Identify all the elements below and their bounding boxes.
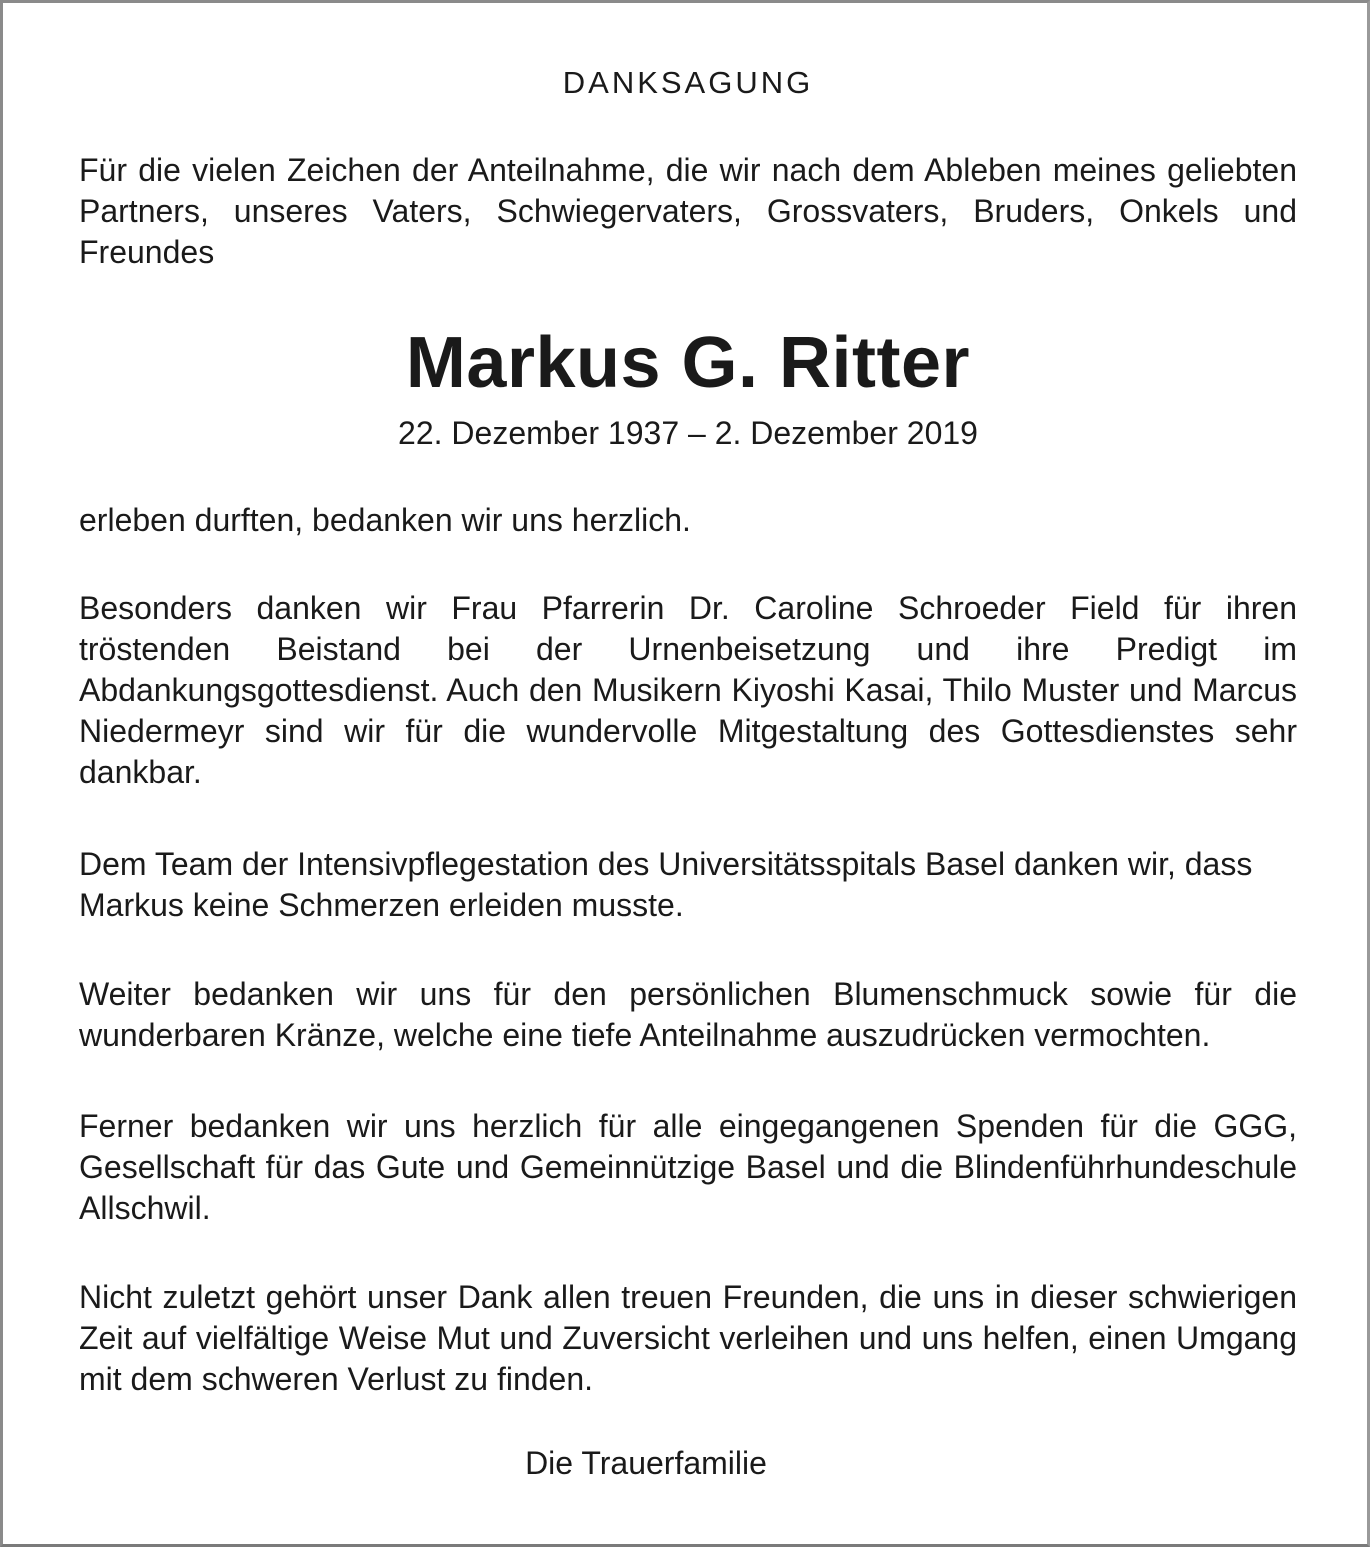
deceased-name: Markus G. Ritter [405, 323, 971, 403]
signature: Die Trauerfamilie [525, 1445, 767, 1481]
thanks-paragraph-hospital: Dem Team der Intensivpflegestation des Universitätsspitals Basel danken wir, dass Markus keine Schmerzen erleiden musste. [79, 846, 1253, 923]
notice-heading: DANKSAGUNG [562, 65, 814, 100]
thanks-paragraph-flowers: Weiter bedanken wir uns für den persönlichen Blumenschmuck sowie für die wunderbaren Kränze, welche eine tiefe Anteilnahme auszudrücken vermochten. [79, 976, 1297, 1053]
continuation-paragraph: erleben durften, bedanken wir uns herzlich. [79, 502, 691, 538]
thanks-paragraph-pastor-musicians: Besonders danken wir Frau Pfarrerin Dr. Caroline Schroeder Field für ihren tröstenden Beistand bei der Urnenbeisetzung und ihre Predigt im Abdankungsgottesdienst. Auch den Musikern Kiyoshi Kasai, Thilo Muster und Marcus Niedermeyr sind wir für die wundervolle Mitgestaltung des Gottesdienstes sehr dankbar. [79, 590, 1297, 790]
thanks-paragraph-donations: Ferner bedanken wir uns herzlich für alle eingegangenen Spenden für die GGG, Gesellschaft für das Gute und Gemeinnützige Basel und die Blindenführhundeschule Allschwil. [79, 1108, 1297, 1226]
life-dates: 22. Dezember 1937 – 2. Dezember 2019 [398, 415, 978, 451]
thanks-paragraph-friends: Nicht zuletzt gehört unser Dank allen treuen Freunden, die uns in dieser schwierigen Zeit auf vielfältige Weise Mut und Zuversicht verleihen und uns helfen, einen Umgang mit dem schweren Verlust zu finden. [79, 1279, 1297, 1397]
intro-paragraph: Für die vielen Zeichen der Anteilnahme, die wir nach dem Ableben meines geliebten Partners, unseres Vaters, Schwiegervaters, Grossvaters, Bruders, Onkels und Freundes [79, 152, 1297, 270]
